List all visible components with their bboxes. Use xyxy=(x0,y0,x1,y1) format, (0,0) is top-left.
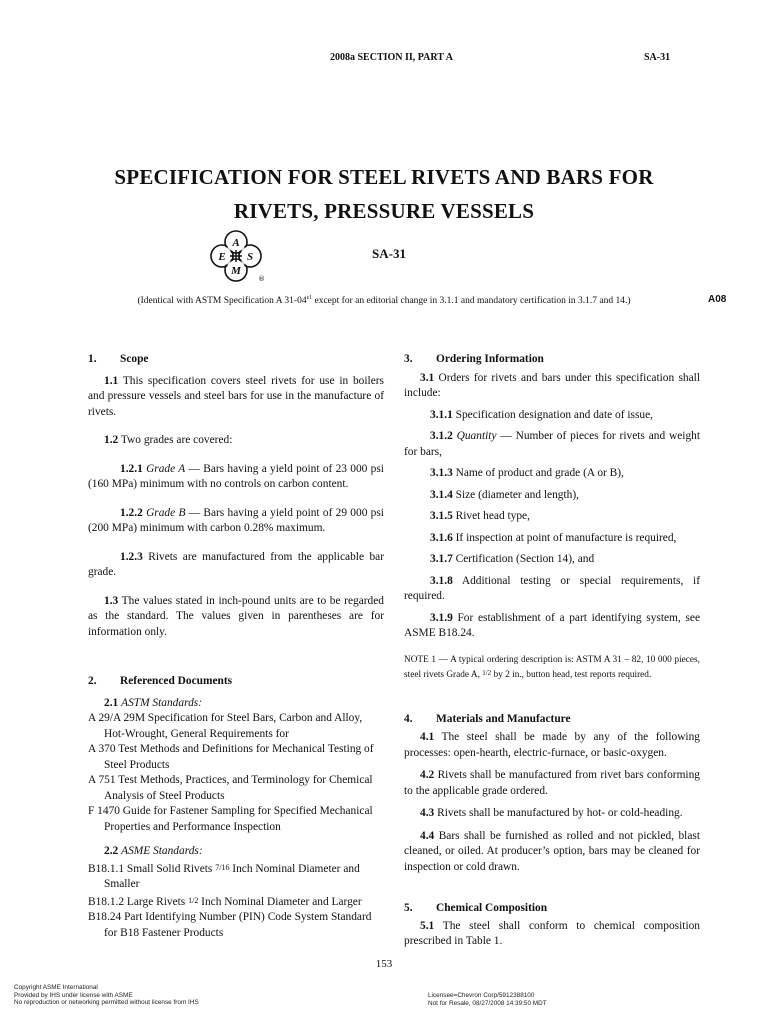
para-4-3: 4.3 Rivets shall be manufactured by hot- or cold-heading. xyxy=(420,807,683,819)
revision-margin-tag: A08 xyxy=(708,294,727,305)
para-1-2-1: 1.2.1 Grade A — Bars having a yield point of 23 000 psi (160 MPa) minimum with no controls on carbon content. xyxy=(88,462,384,490)
running-header-right: SA-31 xyxy=(644,52,671,63)
registered-mark: ® xyxy=(258,275,265,283)
page-number: 153 xyxy=(375,958,393,970)
logo-letter-e: E xyxy=(218,251,226,263)
running-header-left: 2008a SECTION II, PART A xyxy=(330,52,453,63)
para-3-1-9: 3.1.9 For establishment of a part identifying system, see ASME B18.24. xyxy=(404,611,700,639)
asme-logo xyxy=(208,228,264,284)
right-column xyxy=(404,352,700,950)
footer-copyright: Copyright ASME International Provided by IHS under license with ASME No reproduction or networking permitted without license from IHS xyxy=(14,984,199,1006)
section-2-heading: 2. Referenced Documents xyxy=(88,675,233,687)
para-3-1-8: 3.1.8 Additional testing or special requirements, if required. xyxy=(404,574,700,602)
para-4-2: 4.2 Rivets shall be manufactured from rivet bars conforming to the applicable grade ordered. xyxy=(404,769,700,797)
para-1-2-2: 1.2.2 Grade B — Bars having a yield point of 29 000 psi (200 MPa) minimum with carbon 0.28% maximum. xyxy=(88,506,384,534)
para-1-2-3: 1.2.3 Rivets are manufactured from the applicable bar grade. xyxy=(88,550,384,578)
logo-letter-a: A xyxy=(232,237,240,249)
ordering-note: NOTE 1 — A typical ordering description is: ASTM A 31 – 82, 10 000 pieces, steel rivets Grade A, $^{1/2}$ by 2 in., button head, test reports required. xyxy=(404,654,700,680)
logo-letter-m: M xyxy=(231,265,241,277)
section-1-heading: 1. Scope xyxy=(88,353,149,365)
section-3-heading: 3. Ordering Information xyxy=(404,353,544,365)
para-3-1-5: 3.1.5 Rivet head type, xyxy=(430,510,530,522)
logo-letter-s: S xyxy=(246,251,254,263)
ref-b18-1-2: B18.1.2 Large Rivets 1/2 Inch Nominal Diameter and Larger xyxy=(88,895,362,908)
ref-b18-1-1: B18.1.1 Small Solid Rivets 7/16 Inch Nominal Diameter and Smaller xyxy=(88,862,360,890)
identical-with-statement: (Identical with ASTM Specification A $31-04^{\varepsilon 1}$ except for an editorial change in 3.1.1 and mandatory certification in 3.1.7 and 14.) xyxy=(137,295,631,307)
ref-b18-24: B18.24 Part Identifying Number (PIN) Code System Standard for B18 Fastener Products xyxy=(88,911,372,939)
para-2-2: 2.2 ASME Standards: xyxy=(104,845,203,857)
para-3-1-6: 3.1.6 If inspection at point of manufacture is required, xyxy=(430,531,677,544)
para-4-1: 4.1 The steel shall be made by any of the following processes: open-hearth, electric-furnace, or basic-oxygen. xyxy=(404,731,700,759)
ref-a370: A 370 Test Methods and Definitions for Mechanical Testing of Steel Products xyxy=(88,743,374,771)
left-column xyxy=(88,352,384,941)
para-3-1: 3.1 Orders for rivets and bars under this specification shall include: xyxy=(404,371,700,399)
para-5-1: 5.1 The steel shall conform to chemical composition prescribed in Table 1. xyxy=(404,919,700,947)
ref-a751: A 751 Test Methods, Practices, and Terminology for Chemical Analysis of Steel Products xyxy=(88,774,373,802)
para-3-1-3: 3.1.3 Name of product and grade (A or B), xyxy=(430,467,624,479)
para-3-1-7: 3.1.7 Certification (Section 14), and xyxy=(430,553,595,565)
para-3-1-4: 3.1.4 Size (diameter and length), xyxy=(430,488,579,501)
document-title xyxy=(0,160,768,228)
para-3-1-1: 3.1.1 Specification designation and date of issue, xyxy=(430,408,654,421)
para-1-1: 1.1 This specification covers steel rivets for use in boilers and pressure vessels and steel bars for use in the manufacture of rivets. xyxy=(88,374,384,418)
document-number: SA-31 xyxy=(372,246,406,261)
ref-a29: A 29/A 29M Specification for Steel Bars, Carbon and Alloy, Hot-Wrought, General Requirements for xyxy=(88,712,363,740)
section-5-heading: 5. Chemical Composition xyxy=(404,902,548,914)
footer-license: Licensee=Chevron Corp/5912388100 Not for Resale, 08/27/2008 14:39:50 MDT xyxy=(428,992,547,1007)
title-line-1: SPECIFICATION FOR STEEL RIVETS AND BARS FOR xyxy=(114,165,654,189)
para-1-2: 1.2 Two grades are covered: xyxy=(104,434,233,446)
para-1-3: 1.3 The values stated in inch-pound units are to be regarded as the standard. The values given in parentheses are for information only. xyxy=(88,594,384,638)
para-2-1: 2.1 ASTM Standards: xyxy=(104,696,203,709)
ref-f1470: F 1470 Guide for Fastener Sampling for Specified Mechanical Properties and Performance Inspection xyxy=(88,805,373,833)
section-4-heading: 4. Materials and Manufacture xyxy=(404,712,571,725)
para-4-4: 4.4 Bars shall be furnished as rolled and not pickled, blast cleaned, or oiled. At producer’s option, bars may be cleaned for inspection or cold drawn. xyxy=(404,829,700,873)
para-3-1-2: 3.1.2 Quantity — Number of pieces for rivets and weight for bars, xyxy=(404,430,700,458)
title-line-2: RIVETS, PRESSURE VESSELS xyxy=(233,199,535,223)
